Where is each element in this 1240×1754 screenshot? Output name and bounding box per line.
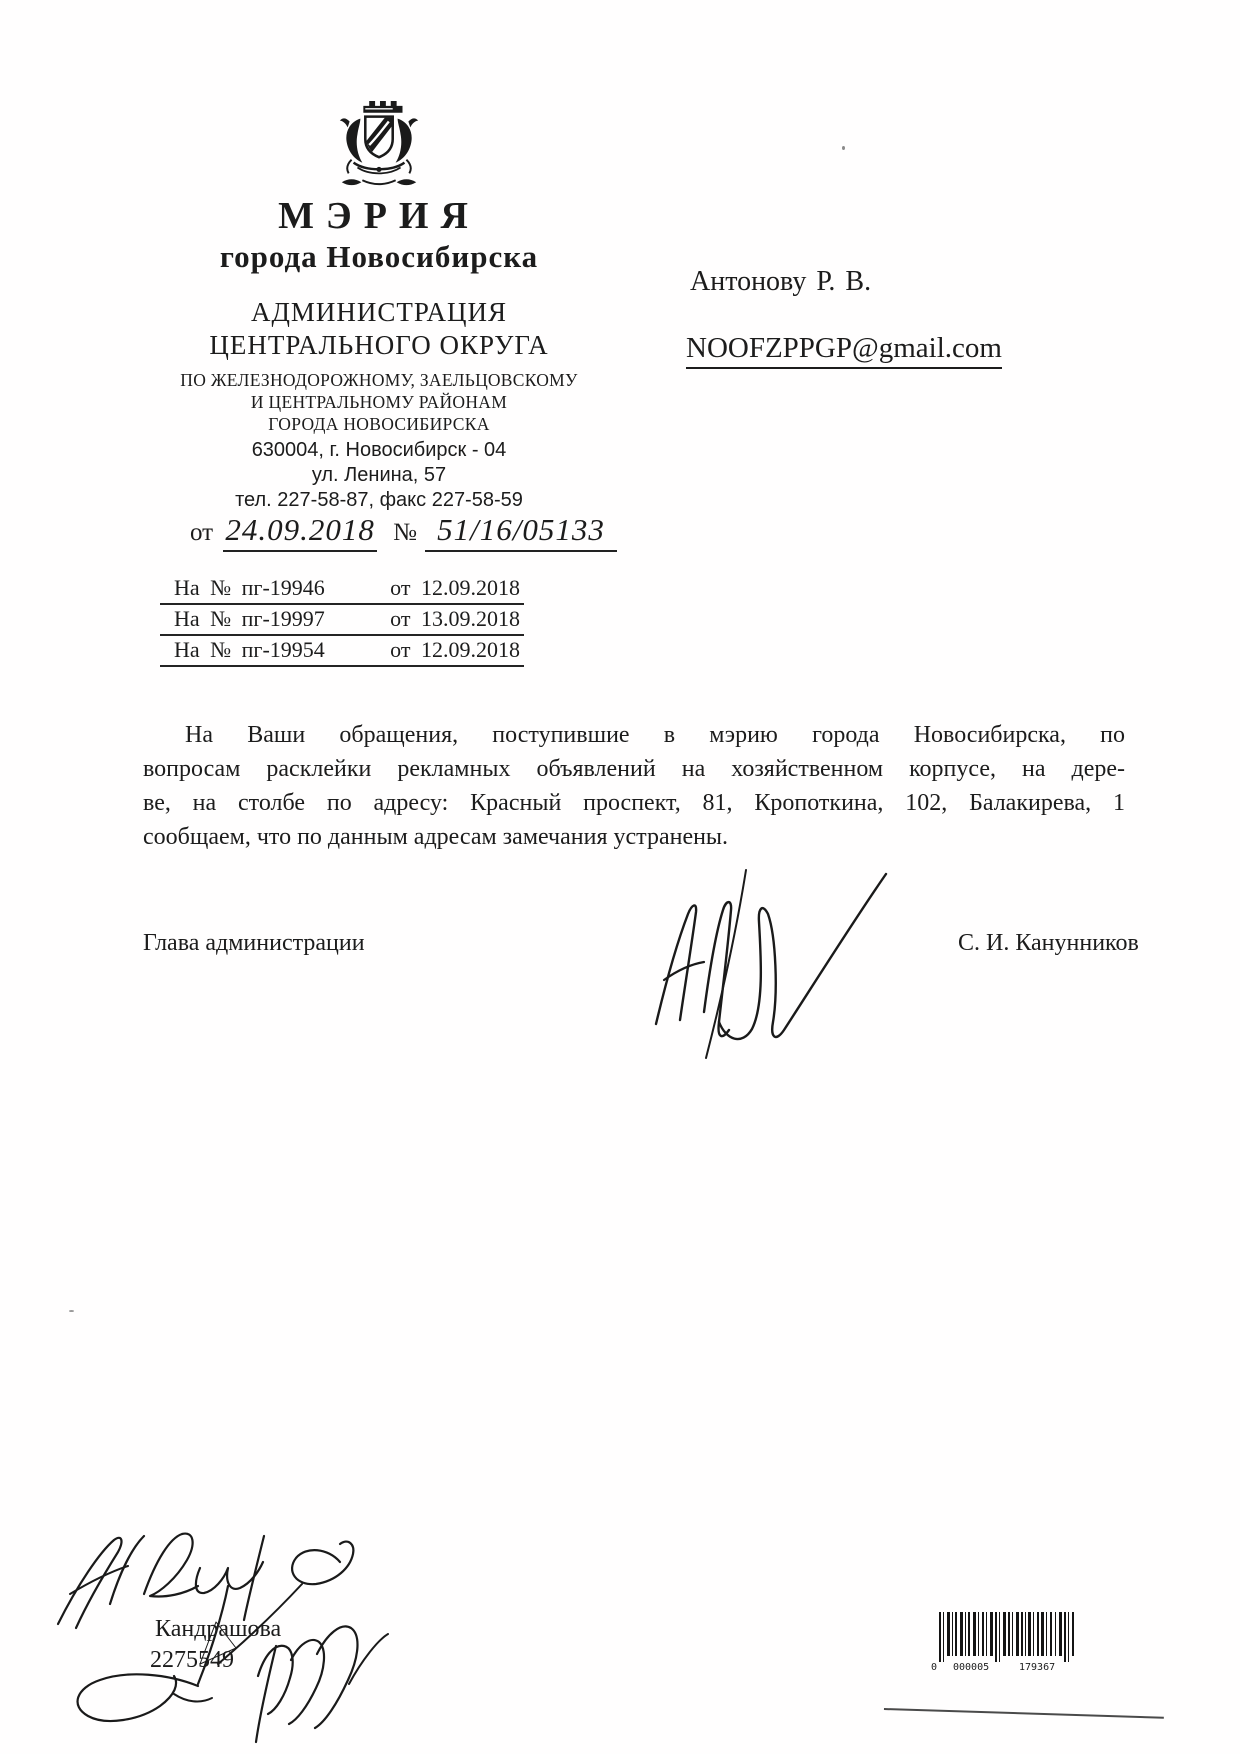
org-name-mayor: МЭРИЯ bbox=[278, 195, 480, 237]
reference-date: от 13.09.2018 bbox=[390, 606, 520, 631]
head-signature bbox=[618, 862, 908, 1072]
executor-phone: 2275549 bbox=[150, 1647, 234, 1673]
outgoing-date-label: от bbox=[190, 519, 214, 546]
administration-line-1: АДМИНИСТРАЦИЯ bbox=[251, 297, 507, 327]
signer-position: Глава администрации bbox=[143, 930, 365, 956]
barcode-bars bbox=[939, 1612, 1074, 1662]
address-zip-city: 630004, г. Новосибирск - 04 bbox=[251, 439, 507, 461]
body-line-3: ве, на столбе по адресу: Красный проспект, 81, Кропоткина, 102, Балакирева, 1 bbox=[143, 790, 1125, 816]
reference-number: На № пг-19946 bbox=[174, 575, 325, 600]
reference-row bbox=[160, 636, 524, 667]
reference-row bbox=[160, 605, 524, 636]
incoming-references bbox=[160, 574, 524, 667]
letter-body bbox=[143, 718, 1125, 854]
barcode-digits-group2: 179367 bbox=[1019, 1662, 1056, 1673]
reference-number: На № пг-19997 bbox=[174, 606, 325, 631]
reference-number: На № пг-19954 bbox=[174, 637, 325, 662]
scan-artifact-line bbox=[884, 1708, 1164, 1719]
outgoing-number-label: № bbox=[393, 519, 417, 546]
outgoing-number-slot bbox=[425, 512, 617, 552]
letterhead bbox=[148, 98, 610, 513]
handwritten-number: 51/16/05133 bbox=[437, 512, 605, 547]
reference-date: от 12.09.2018 bbox=[390, 637, 520, 662]
address-phone-fax: тел. 227-58-87, факс 227-58-59 bbox=[235, 489, 523, 511]
scan-speck bbox=[842, 146, 845, 150]
executor-name: Кандрашова bbox=[155, 1616, 282, 1642]
outgoing-date-slot bbox=[223, 512, 377, 552]
outgoing-number-line bbox=[190, 512, 630, 552]
reference-date: от 12.09.2018 bbox=[390, 575, 520, 600]
signer-name: С. И. Канунников bbox=[958, 930, 1139, 956]
novosibirsk-coat-of-arms-icon bbox=[330, 98, 428, 192]
body-line-4: сообщаем, что по данным адресам замечания устранены. bbox=[143, 824, 729, 850]
body-line-2: вопросам расклейки рекламных объявлений на хозяйственном корпусе, на дере- bbox=[143, 756, 1125, 782]
addressee-email: NOOFZPPGP@gmail.com bbox=[686, 332, 1002, 369]
body-line-1: На Ваши обращения, поступившие в мэрию города Новосибирска, по bbox=[185, 722, 1125, 748]
reference-row bbox=[160, 574, 524, 605]
registration-barcode bbox=[931, 1610, 1085, 1674]
districts-line-1: ПО ЖЕЛЕЗНОДОРОЖНОМУ, ЗАЕЛЬЦОВСКОМУ bbox=[180, 370, 578, 390]
administration-line-2: ЦЕНТРАЛЬНОГО ОКРУГА bbox=[209, 330, 549, 360]
address-street: ул. Ленина, 57 bbox=[311, 464, 447, 486]
districts-list bbox=[148, 369, 610, 435]
barcode-digit-left: 0 bbox=[931, 1662, 938, 1673]
scan-speck bbox=[69, 1310, 74, 1312]
districts-line-2: И ЦЕНТРАЛЬНОМУ РАЙОНАМ bbox=[250, 392, 508, 412]
administration-name bbox=[148, 296, 610, 362]
handwritten-date: 24.09.2018 bbox=[225, 512, 375, 547]
districts-line-3: ГОРОДА НОВОСИБИРСКА bbox=[268, 414, 490, 434]
addressee-name: Антонову Р. В. bbox=[690, 266, 872, 297]
org-name-city: города Новосибирска bbox=[219, 239, 539, 274]
postal-address bbox=[148, 438, 610, 513]
barcode-digits-group1: 000005 bbox=[953, 1662, 990, 1673]
